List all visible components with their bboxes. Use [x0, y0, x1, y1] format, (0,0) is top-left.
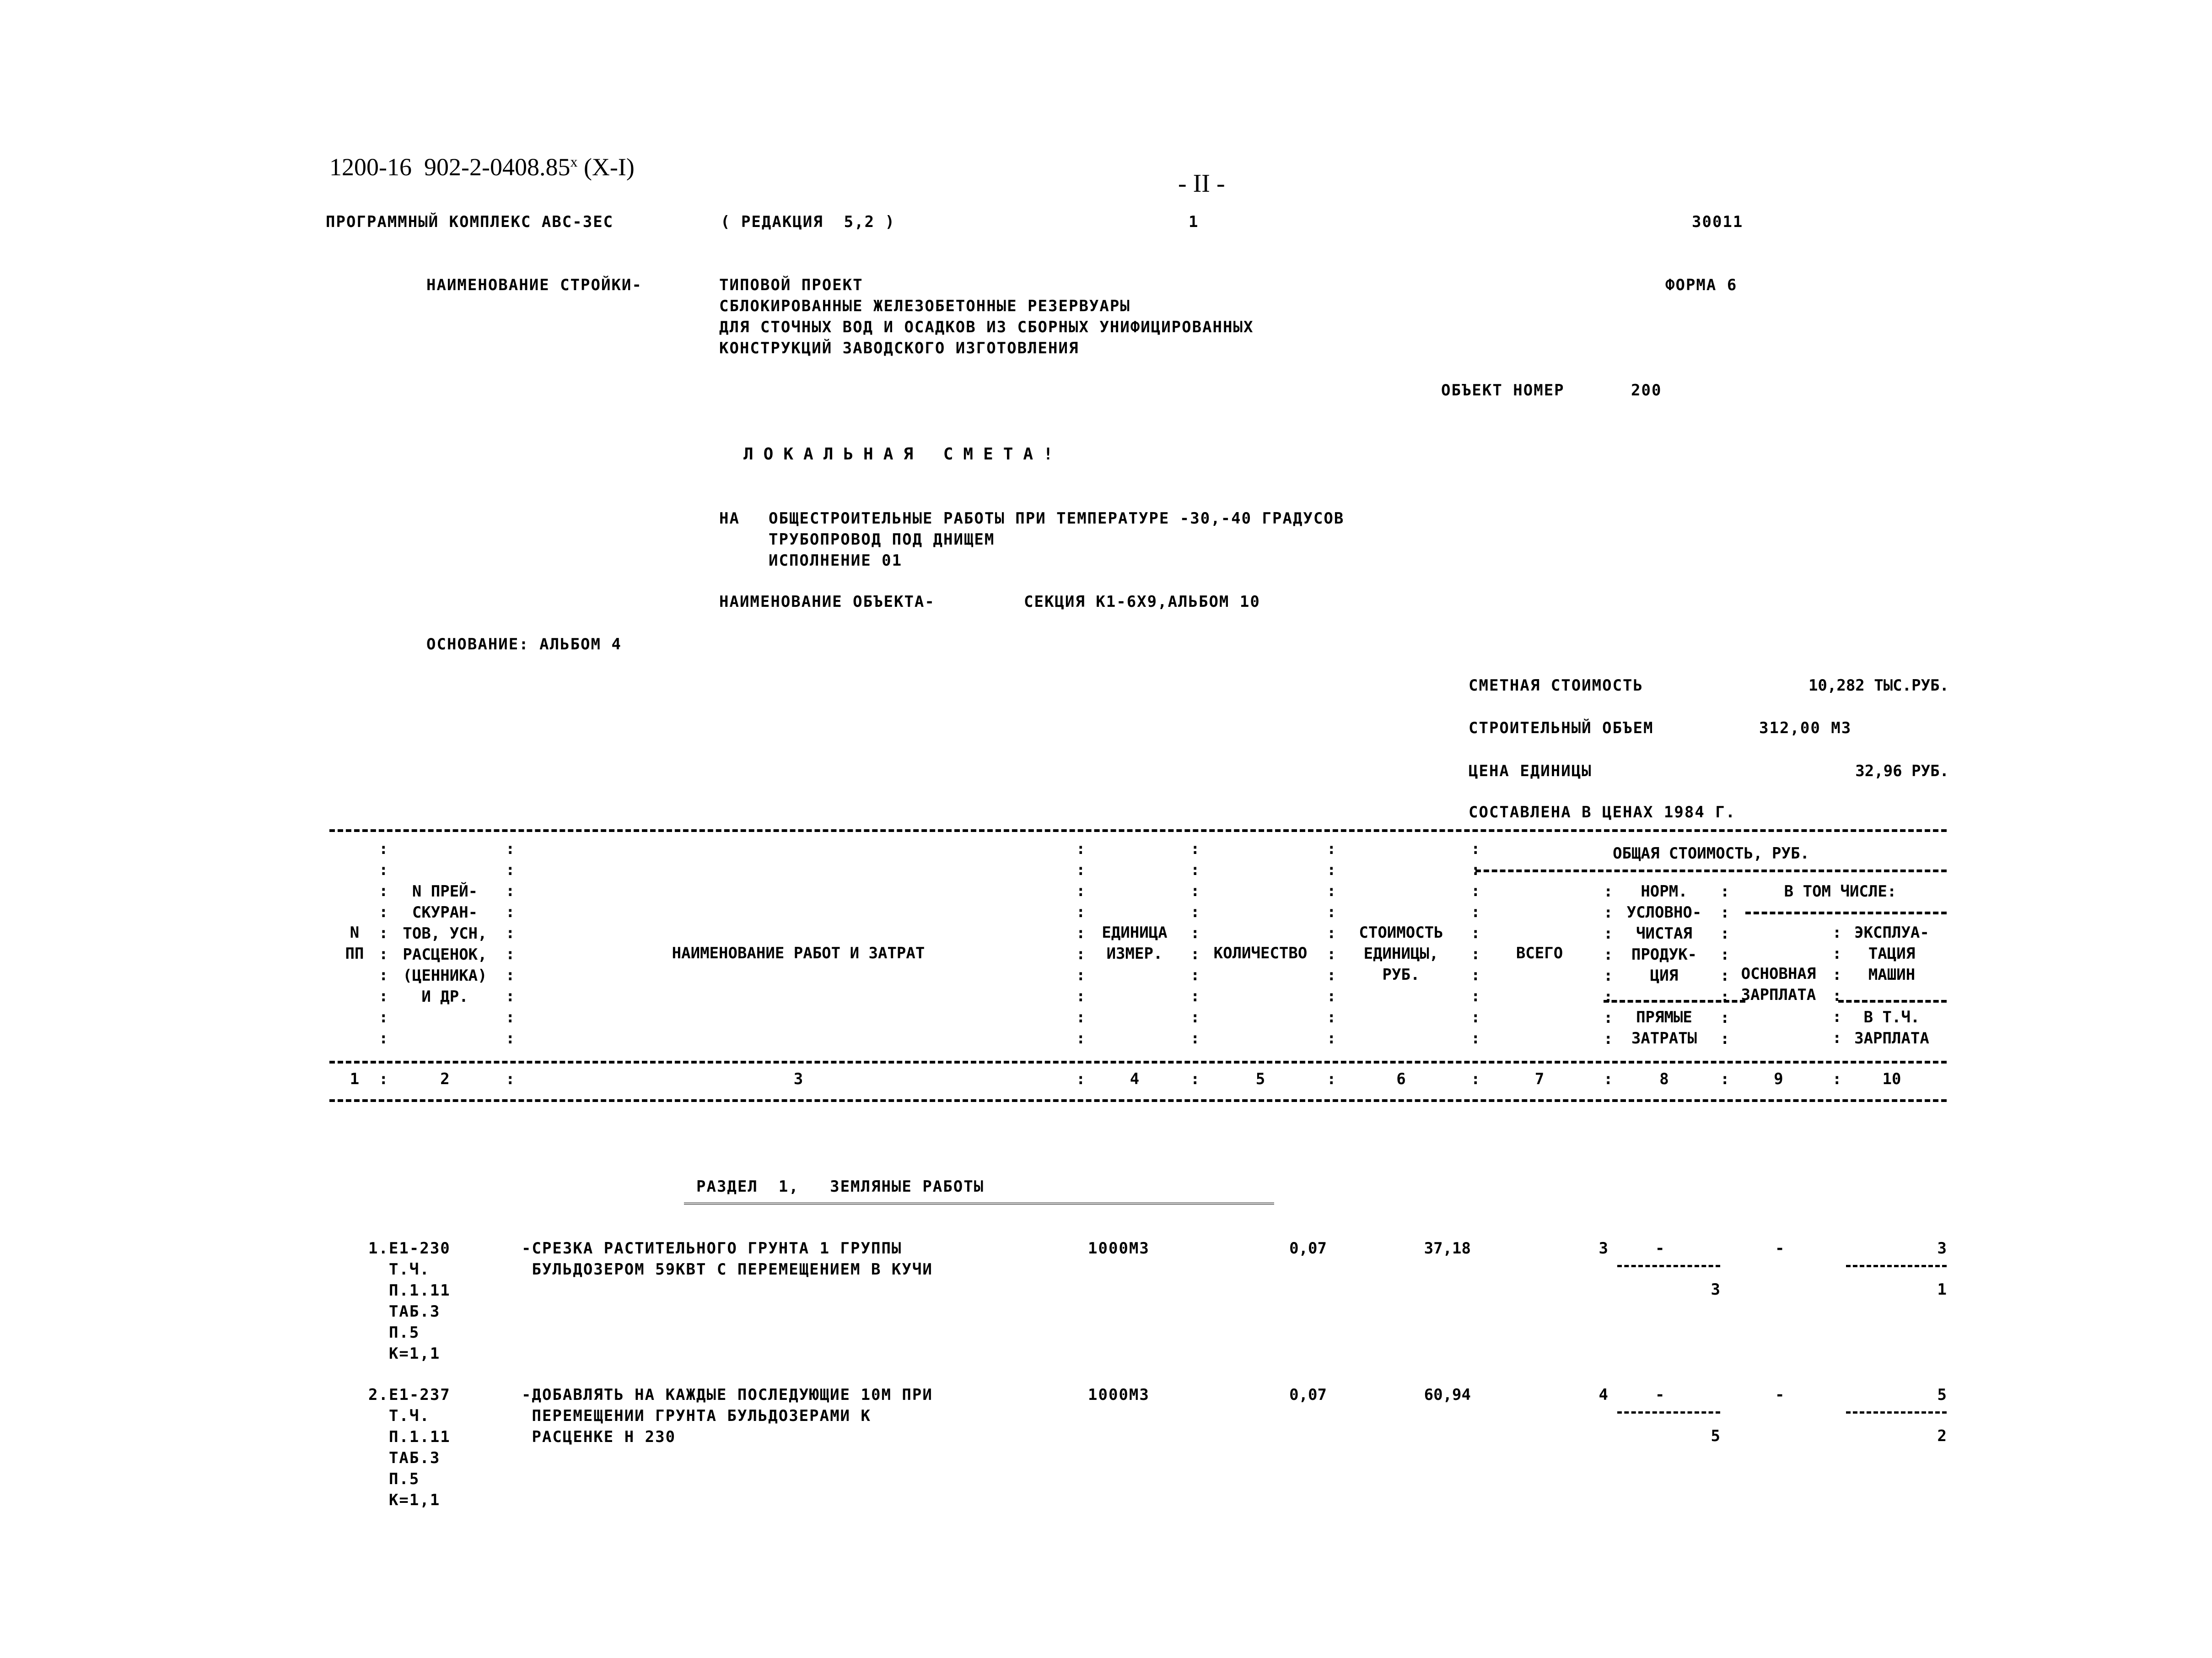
- column-separator: :: [1190, 1070, 1200, 1088]
- document-code: [329, 151, 635, 181]
- column-separator: : : : : : : : :: [1604, 882, 1613, 1048]
- column-separator: :: [379, 1070, 388, 1088]
- column-separator: :: [1327, 1070, 1336, 1088]
- prices-note: СОСТАВЛЕНА В ЦЕНАХ 1984 Г.: [1469, 803, 1736, 821]
- header-basic-wage: ОСНОВНАЯ ЗАРПЛАТА: [1741, 965, 1816, 1004]
- row-direct-costs: 5: [1711, 1427, 1720, 1445]
- column-number: 1: [350, 1070, 360, 1088]
- header-norm-ref: N ПРЕЙ- СКУРАН- ТОВ, УСН, РАСЦЕНОК, (ЦЕННИКА) И ДР.: [403, 882, 487, 1006]
- table-top-rule: [329, 829, 1947, 832]
- object-name: СЕКЦИЯ К1-6Х9,АЛЬБОМ 10: [1024, 593, 1260, 611]
- row-code: 1.Е1-230 Т.Ч. П.1.11 ТАБ.3 П.5 К=1,1: [368, 1239, 451, 1363]
- object-number: 200: [1631, 381, 1662, 400]
- row-unit: 1000М3: [1088, 1386, 1150, 1404]
- column-separator: :: [1832, 1070, 1842, 1088]
- header-unit-cost: СТОИМОСТЬ ЕДИНИЦЫ, РУБ.: [1359, 924, 1443, 984]
- column-separator: : : : : : : : : : :: [1076, 840, 1086, 1048]
- total-group-rule: [1475, 870, 1947, 872]
- construction-name-line: КОНСТРУКЦИЙ ЗАВОДСКОГО ИЗГОТОВЛЕНИЯ: [719, 339, 1079, 357]
- row-norm-production: -: [1655, 1386, 1666, 1404]
- column-separator: : : : : : : : : : :: [1471, 840, 1480, 1048]
- summary-value: 32,96 РУБ.: [1855, 762, 1949, 780]
- table-header-rule: [329, 1061, 1947, 1064]
- section-title: РАЗДЕЛ 1, ЗЕМЛЯНЫЕ РАБОТЫ: [696, 1177, 985, 1196]
- header-including: В ТОМ ЧИСЛЕ:: [1784, 882, 1897, 901]
- table-numbers-rule: [329, 1099, 1947, 1102]
- cell-divider: [1846, 1265, 1947, 1267]
- column-separator: : : : : : : : : : :: [506, 840, 515, 1048]
- row-machines-wage: 1: [1937, 1280, 1947, 1299]
- row-direct-costs: 3: [1711, 1280, 1720, 1299]
- header-total-group: ОБЩАЯ СТОИМОСТЬ, РУБ.: [1613, 844, 1809, 863]
- column-separator: :: [506, 1070, 515, 1088]
- row-basic-wage: -: [1775, 1239, 1786, 1258]
- header-machines-wage: В Т.Ч. ЗАРПЛАТА: [1854, 1008, 1929, 1048]
- column-separator: :: [1604, 1070, 1613, 1088]
- document-code-base: 1200-16 902-2-0408.85: [329, 153, 570, 181]
- header-work-name: НАИМЕНОВАНИЕ РАБОТ И ЗАТРАТ: [672, 944, 925, 962]
- header-total: ВСЕГО: [1516, 944, 1563, 962]
- column-separator: : : : : : : : : : :: [379, 840, 388, 1048]
- program-edition: ( РЕДАКЦИЯ 5,2 ): [721, 213, 895, 231]
- header-unit: ЕДИНИЦА ИЗМЕР.: [1102, 924, 1168, 963]
- row-unit-price: 60,94: [1424, 1386, 1471, 1404]
- construction-name-line: ДЛЯ СТОЧНЫХ ВОД И ОСАДКОВ ИЗ СБОРНЫХ УНИФИЦИРОВАННЫХ: [719, 318, 1254, 336]
- machines-wage-rule: [1838, 1000, 1947, 1003]
- column-separator: : : : : : : : :: [1720, 882, 1730, 1048]
- column-number: 9: [1774, 1070, 1783, 1088]
- row-machines-wage: 2: [1937, 1427, 1947, 1445]
- construction-name-line: СБЛОКИРОВАННЫЕ ЖЕЛЕЗОБЕТОННЫЕ РЕЗЕРВУАРЫ: [719, 297, 1130, 315]
- column-number: 7: [1534, 1070, 1545, 1088]
- column-number: 10: [1882, 1070, 1901, 1088]
- column-separator: : : : : : :: [1832, 924, 1842, 1047]
- estimate-subject-line: ИСПОЛНЕНИЕ 01: [769, 551, 903, 570]
- column-number: 2: [440, 1070, 450, 1088]
- row-work-name: -СРЕЗКА РАСТИТЕЛЬНОГО ГРУНТА 1 ГРУППЫ БУЛЬДОЗЕРОМ 59КВТ С ПЕРЕМЕЩЕНИЕМ В КУЧИ: [522, 1239, 933, 1279]
- row-machines: 3: [1937, 1239, 1947, 1258]
- estimate-na-label: НА: [719, 509, 740, 528]
- row-quantity: 0,07: [1289, 1386, 1327, 1404]
- row-norm-production: -: [1655, 1239, 1666, 1258]
- summary-label: СТРОИТЕЛЬНЫЙ ОБЪЕМ: [1469, 719, 1654, 737]
- row-total: 3: [1598, 1239, 1608, 1258]
- header-number: N ПП: [345, 924, 364, 963]
- column-number: 3: [793, 1070, 803, 1088]
- object-number-label: ОБЪЕКТ НОМЕР: [1441, 381, 1565, 400]
- row-code: 2.Е1-237 Т.Ч. П.1.11 ТАБ.3 П.5 К=1,1: [368, 1386, 451, 1509]
- program-name: ПРОГРАММНЫЙ КОМПЛЕКС АВС-ЗЕС: [326, 213, 614, 231]
- column-number: 5: [1255, 1070, 1265, 1088]
- estimate-subject-line: ТРУБОПРОВОД ПОД ДНИЩЕМ: [769, 530, 995, 549]
- estimate-basis: ОСНОВАНИЕ: АЛЬБОМ 4: [426, 635, 622, 653]
- estimate-heading: ЛОКАЛЬНАЯ СМЕТА!: [743, 445, 1063, 464]
- program-code: 30011: [1692, 213, 1744, 231]
- row-machines: 5: [1937, 1386, 1947, 1404]
- column-number: 4: [1130, 1070, 1140, 1088]
- row-unit: 1000М3: [1088, 1239, 1150, 1258]
- column-number: 6: [1396, 1070, 1406, 1088]
- column-separator: : : : : : : : : : :: [1327, 840, 1336, 1048]
- summary-value: 10,282 ТЫС.РУБ.: [1808, 676, 1949, 695]
- document-code-mark: x: [570, 153, 578, 170]
- row-unit-price: 37,18: [1424, 1239, 1471, 1258]
- header-direct-costs: ПРЯМЫЕ ЗАТРАТЫ: [1631, 1008, 1697, 1048]
- summary-label: СМЕТНАЯ СТОИМОСТЬ: [1469, 676, 1643, 695]
- row-total: 4: [1598, 1386, 1608, 1404]
- row-quantity: 0,07: [1289, 1239, 1327, 1258]
- column-number: 8: [1659, 1070, 1669, 1088]
- cell-divider: [1617, 1411, 1720, 1414]
- summary-label: ЦЕНА ЕДИНИЦЫ: [1469, 762, 1592, 780]
- header-norm-conditional: НОРМ. УСЛОВНО- ЧИСТАЯ ПРОДУК- ЦИЯ: [1626, 882, 1702, 985]
- header-machines: ЭКСПЛУА- ТАЦИЯ МАШИН: [1854, 924, 1929, 984]
- section-underline: [684, 1203, 1274, 1208]
- summary-value: 312,00 М3: [1759, 719, 1852, 737]
- cell-divider: [1846, 1411, 1947, 1414]
- row-work-name: -ДОБАВЛЯТЬ НА КАЖДЫЕ ПОСЛЕДУЮЩИЕ 10М ПРИ ПЕРЕМЕЩЕНИИ ГРУНТА БУЛЬДОЗЕРАМИ К РАСЦЕНКЕ Н 230: [522, 1386, 933, 1446]
- cell-divider: [1617, 1265, 1720, 1267]
- sheet-number: 1: [1189, 213, 1199, 231]
- document-code-suffix: (X-I): [577, 153, 635, 181]
- column-separator: :: [1471, 1070, 1480, 1088]
- page-number: - II -: [1178, 169, 1225, 198]
- estimate-subject-line: ОБЩЕСТРОИТЕЛЬНЫЕ РАБОТЫ ПРИ ТЕМПЕРАТУРЕ -30,-40 ГРАДУСОВ: [769, 509, 1345, 528]
- object-name-label: НАИМЕНОВАНИЕ ОБЪЕКТА-: [719, 593, 935, 611]
- row-basic-wage: -: [1775, 1386, 1786, 1404]
- column-separator: :: [1076, 1070, 1086, 1088]
- column-separator: :: [1720, 1070, 1730, 1088]
- column-separator: : : : : : : : : : :: [1190, 840, 1200, 1048]
- form-number: ФОРМА 6: [1665, 276, 1738, 294]
- incl-rule: [1745, 912, 1947, 914]
- header-quantity: КОЛИЧЕСТВО: [1213, 944, 1308, 962]
- construction-name-line: ТИПОВОЙ ПРОЕКТ: [719, 276, 863, 294]
- construction-name-label: НАИМЕНОВАНИЕ СТРОЙКИ-: [426, 276, 642, 294]
